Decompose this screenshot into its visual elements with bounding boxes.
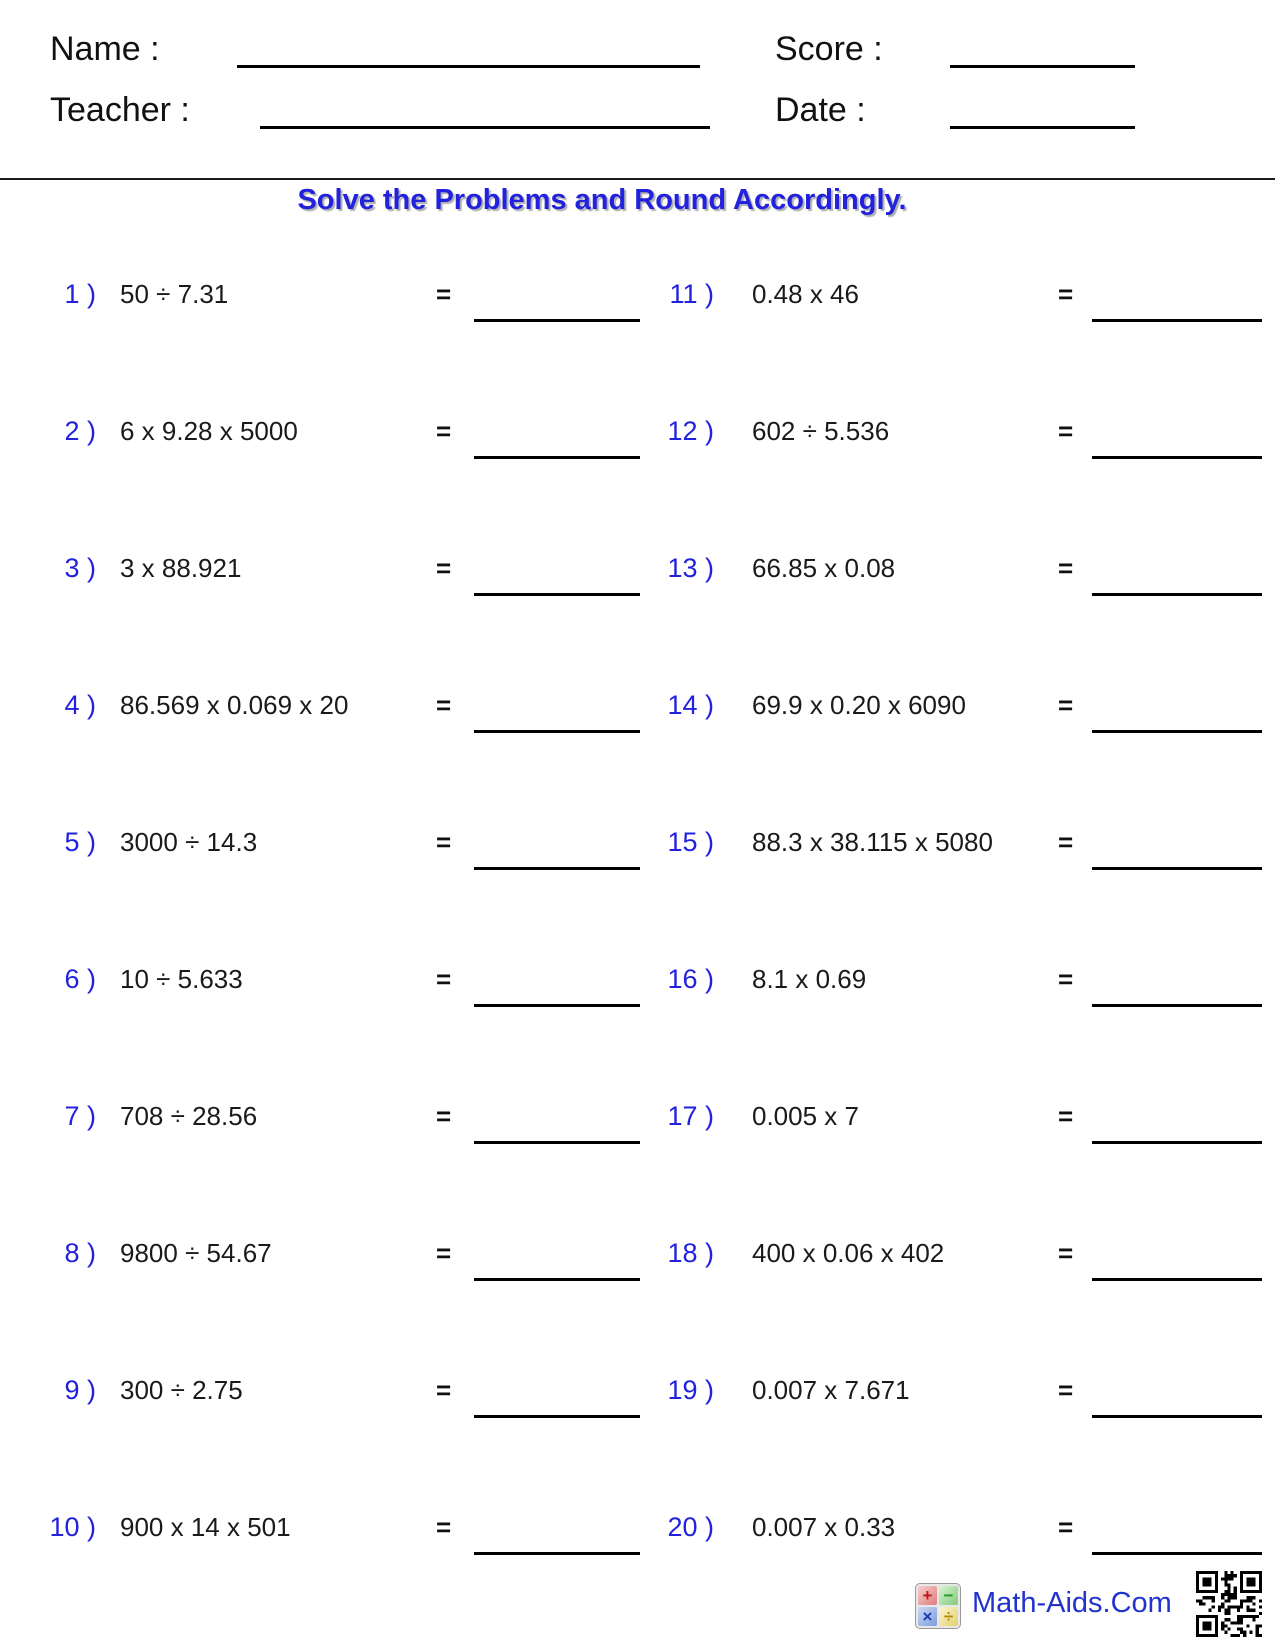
problem-number: 20 ) [667,1512,714,1542]
problem-row [0,1368,1275,1420]
problem-expression: 708 ÷ 28.56 [120,1101,258,1131]
problem-number: 13 ) [667,553,714,583]
equals-sign: = [436,1512,452,1542]
problem-expression: 400 x 0.06 x 402 [752,1238,945,1268]
equals-sign: = [436,964,452,994]
problem-number: 5 ) [64,827,96,857]
answer-blank [1092,276,1262,322]
problem-row [0,683,1275,735]
equals-sign: = [436,827,452,857]
problem-row [0,957,1275,1009]
equals-sign: = [1058,553,1074,583]
problem-number: 11 ) [669,279,714,309]
problem-expression: 0.48 x 46 [752,279,859,309]
equals-sign: = [436,690,452,720]
name-label: Name : [50,30,160,68]
qr-code [1196,1571,1262,1637]
multiply-icon: × [918,1607,937,1626]
problem-expression: 88.3 x 38.115 x 5080 [752,827,993,857]
equals-sign: = [1058,1238,1074,1268]
answer-blank [1092,1509,1262,1555]
problem-expression: 66.85 x 0.08 [752,553,896,583]
problem-number: 17 ) [667,1101,714,1131]
problem-number: 2 ) [64,416,96,446]
problem-number: 9 ) [64,1375,96,1405]
problem-expression: 0.007 x 0.33 [752,1512,896,1542]
equals-sign: = [1058,1101,1074,1131]
problem-number: 7 ) [64,1101,96,1131]
problem-expression: 602 ÷ 5.536 [752,416,890,446]
problem-row [0,820,1275,872]
problem-number: 15 ) [667,827,714,857]
divide-icon: ÷ [939,1607,958,1626]
problem-number: 19 ) [667,1375,714,1405]
equals-sign: = [1058,690,1074,720]
problem-number: 10 ) [49,1512,96,1542]
problem-row [0,409,1275,461]
problem-number: 12 ) [667,416,714,446]
problem-expression: 3000 ÷ 14.3 [120,827,258,857]
equals-sign: = [1058,1375,1074,1405]
answer-blank [1092,824,1262,870]
plus-icon: + [918,1586,937,1605]
equals-sign: = [1058,827,1074,857]
minus-icon: − [939,1586,958,1605]
problem-number: 16 ) [667,964,714,994]
answer-blank [1092,961,1262,1007]
answer-blank [1092,1235,1262,1281]
problem-expression: 0.007 x 7.671 [752,1375,910,1405]
problem-expression: 8.1 x 0.69 [752,964,867,994]
equals-sign: = [1058,964,1074,994]
equals-sign: = [1058,1512,1074,1542]
equals-sign: = [1058,416,1074,446]
problem-expression: 300 ÷ 2.75 [120,1375,243,1405]
problem-row [0,546,1275,598]
problem-expression: 6 x 9.28 x 5000 [120,416,298,446]
equals-sign: = [436,553,452,583]
problem-expression: 10 ÷ 5.633 [120,964,243,994]
problem-row [0,272,1275,324]
problem-number: 3 ) [64,553,96,583]
equals-sign: = [436,1101,452,1131]
problem-number: 6 ) [64,964,96,994]
date-label: Date : [775,91,866,129]
problem-number: 18 ) [667,1238,714,1268]
problem-row [0,1094,1275,1146]
problem-number: 1 ) [64,279,96,309]
problem-number: 4 ) [64,690,96,720]
equals-sign: = [436,1238,452,1268]
equals-sign: = [436,279,452,309]
answer-blank [1092,413,1262,459]
problem-expression: 3 x 88.921 [120,553,242,583]
answer-blank [1092,1372,1262,1418]
problem-row [0,1231,1275,1283]
problem-expression: 50 ÷ 7.31 [120,279,229,309]
teacher-label: Teacher : [50,91,190,129]
problem-expression: 900 x 14 x 501 [120,1512,291,1542]
problem-row [0,1505,1275,1557]
answer-blank [1092,687,1262,733]
math-aids-logo [915,1583,961,1629]
answer-blank [1092,1098,1262,1144]
score-label: Score : [775,30,883,68]
problem-expression: 69.9 x 0.20 x 6090 [752,690,966,720]
brand-link[interactable]: Math-Aids.Com [972,1587,1172,1619]
problem-number: 8 ) [64,1238,96,1268]
problem-expression: 9800 ÷ 54.67 [120,1238,272,1268]
problem-expression: 0.005 x 7 [752,1101,859,1131]
problem-number: 14 ) [667,690,714,720]
problem-expression: 86.569 x 0.069 x 20 [120,690,349,720]
equals-sign: = [1058,279,1074,309]
equals-sign: = [436,416,452,446]
equals-sign: = [436,1375,452,1405]
worksheet-title: Solve the Problems and Round Accordingly. [297,184,907,216]
answer-blank [1092,550,1262,596]
